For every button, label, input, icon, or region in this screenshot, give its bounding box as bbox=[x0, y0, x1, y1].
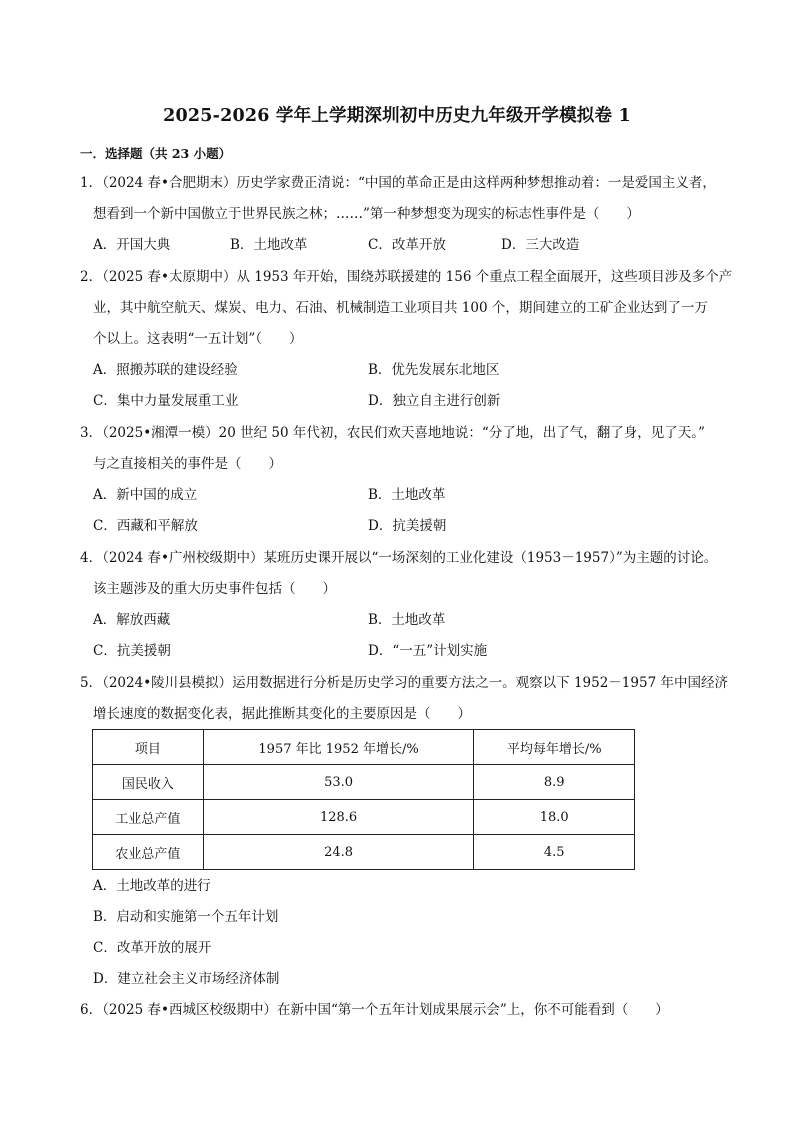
question-6-stem-line-1: 6．（2025 春•西城区校级期中）在新中国“第一个五年计划成果展示会”上，你不可能看到（ ） bbox=[80, 1002, 669, 1018]
question-4-stem-line-1: 4．（2024 春•广州校级期中）某班历史课开展以“一场深刻的工业化建设（1953－1957）”为主题的讨论。 bbox=[80, 550, 718, 566]
question-1-option-d: D．三大改造 bbox=[501, 237, 580, 253]
question-5-stem-line-2: 增长速度的数据变化表，据此推断其变化的主要原因是（ ） bbox=[93, 706, 471, 722]
question-5-option-b: B．启动和实施第一个五年计划 bbox=[93, 909, 279, 925]
question-2-stem-line-3: 个以上。这表明“一五计划”（ ） bbox=[93, 331, 303, 347]
table-header-row bbox=[93, 730, 635, 765]
question-2-option-b: B．优先发展东北地区 bbox=[368, 362, 500, 378]
question-1-option-a: A．开国大典 bbox=[93, 237, 171, 253]
table-cell: 4.5 bbox=[474, 835, 635, 870]
question-5-option-d: D．建立社会主义市场经济体制 bbox=[93, 971, 280, 987]
question-3-option-a: A．新中国的成立 bbox=[93, 487, 198, 503]
table-header-cell: 平均每年增长/% bbox=[474, 730, 635, 765]
question-1-stem-line-1: 1．（2024 春•合肥期末）历史学家费正清说：“中国的革命正是由这样两种梦想推动着：一是爱国主义者， bbox=[80, 175, 716, 191]
table-row bbox=[93, 765, 635, 800]
question-3-stem-line-1: 3．（2025•湘潭一模）20 世纪 50 年代初，农民们欢天喜地地说：“分了地，出了气，翻了身，见了天。” bbox=[80, 425, 705, 441]
page-title: 2025-2026 学年上学期深圳初中历史九年级开学模拟卷 1 bbox=[163, 106, 631, 126]
question-3-stem-line-2: 与之直接相关的事件是（ ） bbox=[93, 456, 282, 472]
question-3-option-d: D．抗美援朝 bbox=[368, 518, 447, 534]
question-4-option-c: C．抗美援朝 bbox=[93, 643, 171, 659]
question-5-option-a: A．土地改革的进行 bbox=[93, 878, 211, 894]
question-2-option-c: C．集中力量发展重工业 bbox=[93, 393, 239, 409]
table-cell: 128.6 bbox=[203, 800, 474, 835]
question-5-stem-line-1: 5．（2024•陵川县模拟）运用数据进行分析是历史学习的重要方法之一。观察以下 1952－1957 年中国经济 bbox=[80, 675, 728, 691]
question-4-option-a: A．解放西藏 bbox=[93, 612, 171, 628]
question-3-option-c: C．西藏和平解放 bbox=[93, 518, 198, 534]
question-4-option-b: B．土地改革 bbox=[368, 612, 446, 628]
table-cell: 53.0 bbox=[203, 765, 474, 800]
question-4-option-d: D．“一五”计划实施 bbox=[368, 643, 488, 659]
table-cell: 农业总产值 bbox=[93, 835, 204, 870]
table-header-cell: 项目 bbox=[93, 730, 204, 765]
table-cell: 24.8 bbox=[203, 835, 474, 870]
question-1-option-c: C．改革开放 bbox=[368, 237, 446, 253]
question-2-option-d: D．独立自主进行创新 bbox=[368, 393, 501, 409]
section-heading: 一．选择题（共 23 小题） bbox=[80, 146, 232, 161]
table-cell: 工业总产值 bbox=[93, 800, 204, 835]
question-1-option-b: B．土地改革 bbox=[230, 237, 308, 253]
question-2-option-a: A．照搬苏联的建设经验 bbox=[93, 362, 238, 378]
table-cell: 8.9 bbox=[474, 765, 635, 800]
table-header-cell: 1957 年比 1952 年增长/% bbox=[203, 730, 474, 765]
table-row bbox=[93, 835, 635, 870]
table-row bbox=[93, 800, 635, 835]
economic-growth-table bbox=[92, 729, 635, 870]
question-1-stem-line-2: 想看到一个新中国傲立于世界民族之林；……”第一种梦想变为现实的标志性事件是（ ） bbox=[93, 206, 640, 222]
question-5-option-c: C．改革开放的展开 bbox=[93, 940, 212, 956]
question-2-stem-line-2: 业，其中航空航天、煤炭、电力、石油、机械制造工业项目共 100 个，期间建立的工矿企业达到了一万 bbox=[93, 300, 708, 316]
question-3-option-b: B．土地改革 bbox=[368, 487, 446, 503]
question-4-stem-line-2: 该主题涉及的重大历史事件包括（ ） bbox=[93, 581, 336, 597]
question-2-stem-line-1: 2．（2025 春•太原期中）从 1953 年开始，围绕苏联援建的 156 个重点工程全面展开，这些项目涉及多个产 bbox=[80, 269, 733, 285]
table-cell: 国民收入 bbox=[93, 765, 204, 800]
table-cell: 18.0 bbox=[474, 800, 635, 835]
